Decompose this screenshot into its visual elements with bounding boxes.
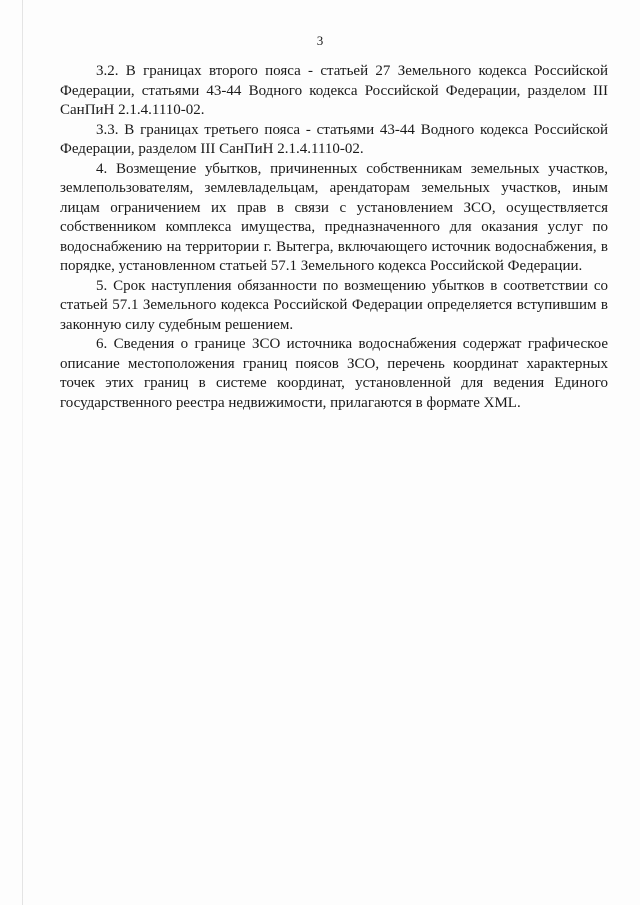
- page-number: 3: [316, 33, 324, 48]
- paragraph-3-3: 3.3. В границах третьего пояса - статьями 43-44 Водного кодекса Российской Федерации, разделом III СанПиН 2.1.4.1110-02.: [60, 121, 608, 157]
- scan-edge-line: [22, 0, 23, 905]
- document-body: [60, 62, 608, 413]
- paragraph-6: 6. Сведения о границе ЗСО источника водоснабжения содержат графическое описание местоположения границ поясов ЗСО, перечень координат характерных точек этих границ в системе координат, установленной для ведения Единого государственного реестра недвижимости, прилагаются в формате XML.: [60, 336, 608, 411]
- paragraph-4: 4. Возмещение убытков, причиненных собственникам земельных участков, землепользователям, землевладельцам, арендаторам земельных участков, иным лицам ограничением их прав в связи с установлением ЗСО, осуществляется собственником комплекса имущества, предназначенного для оказания услуг по водоснабжению на территории г. Вытегра, включающего источник водоснабжения, в порядке, установленном статьей 57.1 Земельного кодекса Российской Федерации.: [60, 160, 608, 274]
- paragraph-5: 5. Срок наступления обязанности по возмещению убытков в соответствии со статьей 57.1 Земельного кодекса Российской Федерации определяется вступившим в законную силу судебным решением.: [60, 277, 608, 333]
- paragraph-3-2: 3.2. В границах второго пояса - статьей 27 Земельного кодекса Российской Федерации, статьями 43-44 Водного кодекса Российской Федерации, разделом III СанПиН 2.1.4.1110-02.: [60, 63, 608, 118]
